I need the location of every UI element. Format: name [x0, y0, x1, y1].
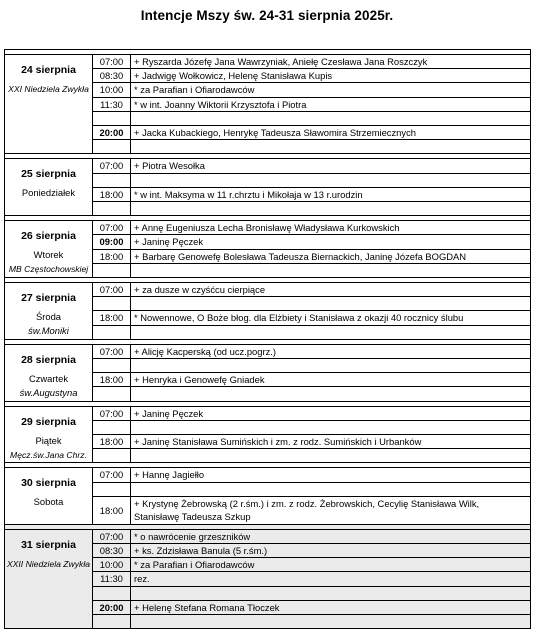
table-row	[5, 529, 531, 543]
day-date: 30 sierpnia	[21, 477, 76, 490]
mass-intention: * w int. Maksyma w 11 r.chrztu i Mikołaja w 13 r.urodzin	[131, 187, 531, 201]
page-title: Intencje Mszy św. 24-31 sierpnia 2025r.	[140, 8, 394, 23]
mass-intention: + Piotra Wesołka	[131, 159, 531, 173]
mass-intention: * za Parafian i Ofiarodawców	[131, 83, 531, 97]
day-feast: XXI Niedziela Zwykła	[8, 84, 89, 94]
mass-time: 08:30	[93, 543, 131, 557]
mass-intention: * w int. Joanny Wiktorii Krzysztofa i Piotra	[131, 97, 531, 111]
mass-time: 10:00	[93, 558, 131, 572]
mass-time: 11:30	[93, 97, 131, 111]
table-row	[5, 159, 531, 173]
day-weekday: Poniedziałek	[21, 187, 76, 199]
mass-time	[93, 387, 131, 401]
day-cell	[5, 344, 93, 401]
mass-intention: + Helenę Stefana Romana Tłoczek	[131, 600, 531, 614]
mass-time	[93, 111, 131, 125]
mass-time: 20:00	[93, 126, 131, 140]
mass-intention	[131, 297, 531, 311]
mass-intention	[131, 420, 531, 434]
mass-intention: + Ryszarda Józefę Jana Wawrzyniak, Aniełę Czesława Jana Roszczyk	[131, 55, 531, 69]
mass-time	[93, 614, 131, 628]
mass-intention	[131, 201, 531, 215]
day-date: 31 sierpnia	[21, 538, 76, 551]
mass-intention	[131, 614, 531, 628]
day-cell	[5, 529, 93, 628]
mass-intention: + Janinę Pęczek	[131, 406, 531, 420]
day-feast: św.Augustyna	[19, 386, 78, 398]
day-date: 29 sierpnia	[21, 415, 76, 428]
mass-time	[93, 586, 131, 600]
mass-time: 11:30	[93, 572, 131, 586]
day-date: 28 sierpnia	[21, 353, 76, 366]
mass-intention	[131, 111, 531, 125]
mass-time: 18:00	[93, 373, 131, 387]
day-weekday: Wtorek	[33, 249, 64, 261]
mass-intention: * Nowennowe, O Boże błog. dla Elżbiety i Stanisława z okazji 40 rocznicy ślubu	[131, 311, 531, 325]
mass-intention	[131, 387, 531, 401]
mass-intention: + ks. Zdzisława Banula (5 r.śm.)	[131, 543, 531, 557]
mass-time: 10:00	[93, 83, 131, 97]
day-date: 25 sierpnia	[21, 168, 76, 181]
mass-intention: + Annę Eugeniusza Lecha Bronisławę Władysława Kurkowskich	[131, 221, 531, 235]
day-weekday: Środa	[35, 310, 62, 322]
mass-time	[93, 297, 131, 311]
day-date: 24 sierpnia	[21, 64, 76, 76]
mass-time: 07:00	[93, 159, 131, 173]
day-feast: XXII Niedziela Zwykła	[6, 558, 91, 569]
table-row	[5, 282, 531, 296]
mass-intention: + Henryka i Genowefę Gniadek	[131, 373, 531, 387]
mass-intention	[131, 140, 531, 154]
day-weekday: Czwartek	[28, 372, 69, 384]
day-feast: Męcz.św.Jana Chrz.	[10, 449, 87, 460]
day-cell	[5, 282, 93, 339]
mass-time: 20:00	[93, 600, 131, 614]
mass-time	[93, 325, 131, 339]
day-date: 26 sierpnia	[21, 230, 76, 243]
mass-time: 07:00	[93, 55, 131, 69]
day-feast: MB Częstochowskiej	[8, 264, 89, 275]
mass-intention	[131, 263, 531, 277]
day-cell	[5, 55, 93, 154]
mass-intention	[131, 449, 531, 463]
table-row	[5, 55, 531, 69]
mass-time	[93, 140, 131, 154]
mass-intention: + Krystynę Żebrowską (2 r.śm.) i zm. z rodz. Żebrowskich, Cecylię Stanisława Wilk, Stanisławę Tadeusza Szkup	[131, 496, 531, 524]
table-row	[5, 221, 531, 235]
mass-intention: + Alicję Kacperską (od ucz.pogrz.)	[131, 344, 531, 358]
mass-time: 18:00	[93, 496, 131, 524]
mass-time: 18:00	[93, 311, 131, 325]
table-row	[5, 468, 531, 482]
mass-intention: + Barbarę Genowefę Bolesława Tadeusza Biernackich, Janinę Józefa BOGDAN	[131, 249, 531, 263]
mass-intentions-table	[4, 49, 531, 629]
day-cell	[5, 221, 93, 278]
mass-time	[93, 173, 131, 187]
mass-intention: + Jacka Kubackiego, Henrykę Tadeusza Sławomira Strzemiecznych	[131, 126, 531, 140]
day-weekday: Sobota	[33, 496, 64, 508]
mass-intention	[131, 173, 531, 187]
mass-time: 07:00	[93, 406, 131, 420]
day-date: 27 sierpnia	[21, 291, 76, 304]
mass-time: 18:00	[93, 249, 131, 263]
mass-time: 07:00	[93, 529, 131, 543]
mass-time	[93, 263, 131, 277]
table-row	[5, 344, 531, 358]
day-cell	[5, 468, 93, 524]
mass-time	[93, 482, 131, 496]
mass-time	[93, 420, 131, 434]
day-weekday: Piątek	[35, 434, 62, 446]
mass-time	[93, 358, 131, 372]
mass-intentions-body	[5, 50, 531, 629]
mass-intention: + Janinę Stanisława Sumińskich i zm. z rodz. Sumińskich i Urbanków	[131, 434, 531, 448]
mass-time: 07:00	[93, 282, 131, 296]
mass-intention: + Jadwigę Wołkowicz, Helenę Stanisława Kupis	[131, 69, 531, 83]
mass-intention	[131, 586, 531, 600]
mass-intention: rez.	[131, 572, 531, 586]
mass-intention: * o nawrócenie grzeszników	[131, 529, 531, 543]
mass-time	[93, 449, 131, 463]
mass-intention: + Hannę Jagiełło	[131, 468, 531, 482]
mass-time: 07:00	[93, 221, 131, 235]
mass-intention: * za Parafian i Ofiarodawców	[131, 558, 531, 572]
mass-intention	[131, 325, 531, 339]
mass-time: 07:00	[93, 468, 131, 482]
day-cell	[5, 159, 93, 216]
mass-intention	[131, 482, 531, 496]
day-feast: św.Moniki	[28, 324, 69, 336]
mass-time	[93, 201, 131, 215]
mass-time: 09:00	[93, 235, 131, 249]
mass-time: 18:00	[93, 434, 131, 448]
mass-time: 08:30	[93, 69, 131, 83]
day-cell	[5, 406, 93, 463]
mass-intention	[131, 358, 531, 372]
mass-intention: + Janinę Pęczek	[131, 235, 531, 249]
mass-time: 18:00	[93, 187, 131, 201]
table-row	[5, 406, 531, 420]
mass-time: 07:00	[93, 344, 131, 358]
mass-intention: + za dusze w czyśćcu cierpiące	[131, 282, 531, 296]
